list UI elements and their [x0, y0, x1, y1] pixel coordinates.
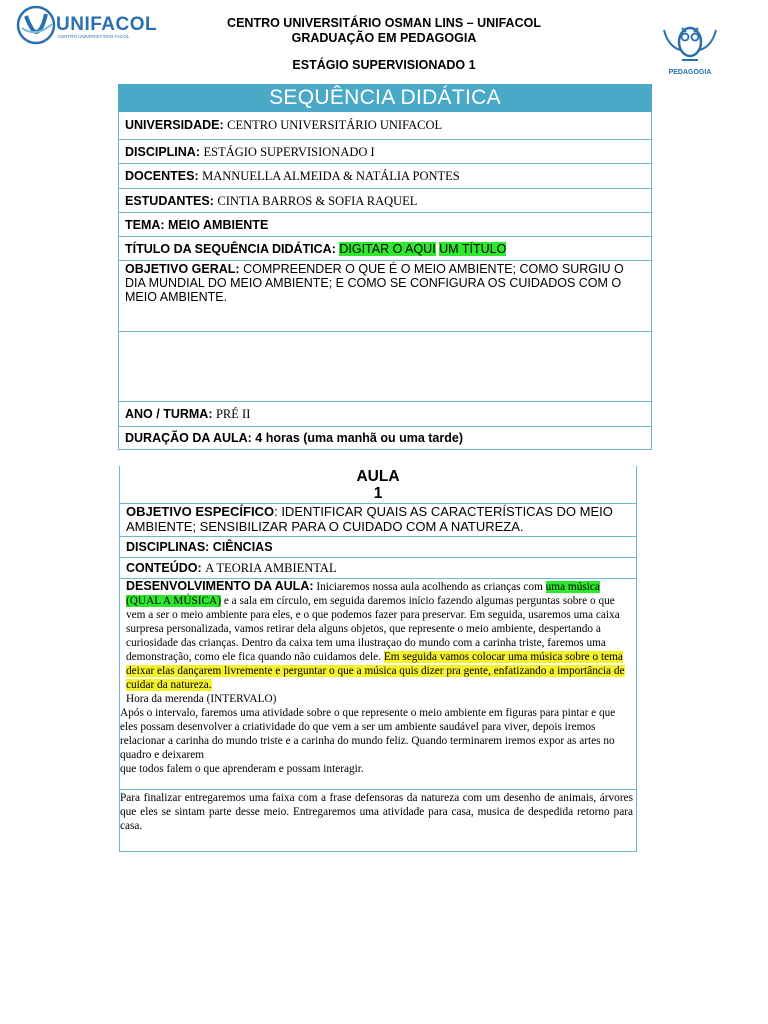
header-graduation: GRADUAÇÃO EM PEDAGOGIA [291, 31, 477, 45]
desenvolvimento-text-2: e a sala em círculo, em seguida daremos início fazendo algumas perguntas sobre o que vem a ser o meio ambiente para eles, e o que podemos fazer para preservar. Em seguida, usaremos uma caixa surpresa personalizada, vamos retirar dela alguns objetos, que represente o meio ambiente, despertando a curiosidade das crianças. Dentro da caixa tem uma ilustraçao do mundo com a carinha triste, faremos uma demonstração, como ele fica quando não cuidamos dele. [126, 595, 620, 663]
pedagogia-logo-text: PEDAGOGIA [668, 69, 712, 76]
docentes-value: MANNUELLA ALMEIDA & NATÁLIA PONTES [202, 169, 460, 183]
desenvolvimento-text-1: Iniciaremos nossa aula acolhendo as crianças com [316, 581, 543, 593]
duracao-text: DURAÇÃO DA AULA: 4 horas (uma manhã ou uma tarde) [125, 431, 463, 445]
conteudo-value: A TEORIA AMBIENTAL [205, 561, 337, 575]
disciplinas-text: DISCIPLINAS: CIÊNCIAS [126, 540, 273, 554]
disciplina-label: DISCIPLINA: [125, 145, 200, 159]
desenvolvimento-row [120, 578, 636, 789]
todos-falem-text: que todos falem o que aprenderam e possam interagir. [120, 763, 364, 775]
header-institution: CENTRO UNIVERSITÁRIO OSMAN LINS – UNIFACOL [227, 16, 541, 30]
ano-turma-value: PRÉ II [215, 407, 251, 421]
conteudo-label: CONTEÚDO: [126, 561, 202, 575]
disciplina-row [119, 139, 651, 163]
header-internship: ESTÁGIO SUPERVISIONADO 1 [292, 58, 476, 72]
desenvolvimento-music-highlight: uma música (QUAL A MÚSICA) [126, 581, 600, 607]
apos-intervalo-text: Após o intervalo, faremos uma atividade sobre o que represente o meio ambiente em figuras para pintar e que eles possam desenvolver a criatividade do que vem a ser um ambiente saudável para viver, depois iremos relacionar a carinha do mundo triste e a carinha do mundo feliz. Quando terminarem iremos expor as artes no quadro e deixarem [120, 707, 616, 761]
objetivo-geral-label: OBJETIVO GERAL: [125, 262, 240, 276]
finalizar-row [120, 789, 636, 851]
sequencia-table [118, 112, 652, 450]
empty-row [119, 331, 651, 401]
duracao-row [119, 426, 651, 449]
titulo-label: TÍTULO DA SEQUÊNCIA DIDÁTICA: [125, 242, 336, 256]
titulo-row [119, 236, 651, 260]
aula-title-number: 1 [373, 485, 383, 502]
objetivo-especifico-row [120, 503, 636, 536]
sequencia-title: SEQUÊNCIA DIDÁTICA [118, 84, 652, 112]
unifacol-logo-subtext: CENTRO UNIVERSITÁRIO FACOL [58, 34, 130, 39]
universidade-label: UNIVERSIDADE: [125, 118, 224, 132]
universidade-row [119, 112, 651, 139]
estudantes-value: CINTIA BARROS & SOFIA RAQUEL [217, 194, 418, 208]
universidade-value: CENTRO UNIVERSITÁRIO UNIFACOL [227, 118, 443, 132]
desenvolvimento-paragraph [120, 579, 630, 706]
ano-turma-label: ANO / TURMA: [125, 407, 213, 421]
estudantes-label: ESTUDANTES: [125, 194, 214, 208]
aula-title-word: AULA [356, 468, 400, 485]
estudantes-row [119, 188, 651, 212]
desenvolvimento-label: DESENVOLVIMENTO DA AULA: [126, 579, 314, 593]
objetivo-geral-row [119, 260, 651, 331]
aula-table [119, 466, 637, 852]
docentes-label: DOCENTES: [125, 169, 199, 183]
titulo-value-part1: DIGITAR O AQUI [339, 242, 436, 256]
aula-title [120, 466, 636, 503]
tema-row [119, 212, 651, 236]
unifacol-logo-text: UNIFACOL [56, 14, 158, 35]
ano-turma-row [119, 401, 651, 426]
finalizar-text: Para finalizar entregaremos uma faixa com a frase defensoras da natureza com um desenho de animais, árvores que eles se sintam parte desse meio. Entregaremos uma atividade para casa, musica de despedida retorno para casa. [120, 792, 633, 832]
objetivo-especifico-label: OBJETIVO ESPECÍFICO [126, 504, 275, 519]
objetivo-geral-value: COMPREENDER O QUE É O MEIO AMBIENTE; COMO SURGIU O DIA MUNDIAL DO MEIO AMBIENTE; E COMO SE CONFIGURA OS CUIDADOS COM O MEIO AMBIENTE. [125, 262, 624, 304]
desenvolvimento-dance-highlight: Em seguida vamos colocar uma música sobre o tema deixar elas dançarem livremente e perguntar o que a música quis dizer pra gente, enfatizando a importância de cuidar da natureza. [126, 651, 625, 691]
docentes-row [119, 163, 651, 188]
merenda-text: Hora da merenda (INTERVALO) [126, 693, 277, 705]
disciplinas-row [120, 536, 636, 557]
conteudo-row [120, 557, 636, 578]
objetivo-especifico-value: : IDENTIFICAR QUAIS AS CARACTERÍSTICAS DO MEIO AMBIENTE; SENSIBILIZAR PARA O CUIDADO COM A NATUREZA. [126, 504, 613, 534]
tema-label: TEMA: MEIO AMBIENTE [125, 218, 269, 232]
titulo-value-part2: UM TÍTULO [439, 242, 507, 256]
disciplina-value: ESTÁGIO SUPERVISIONADO I [203, 145, 375, 159]
